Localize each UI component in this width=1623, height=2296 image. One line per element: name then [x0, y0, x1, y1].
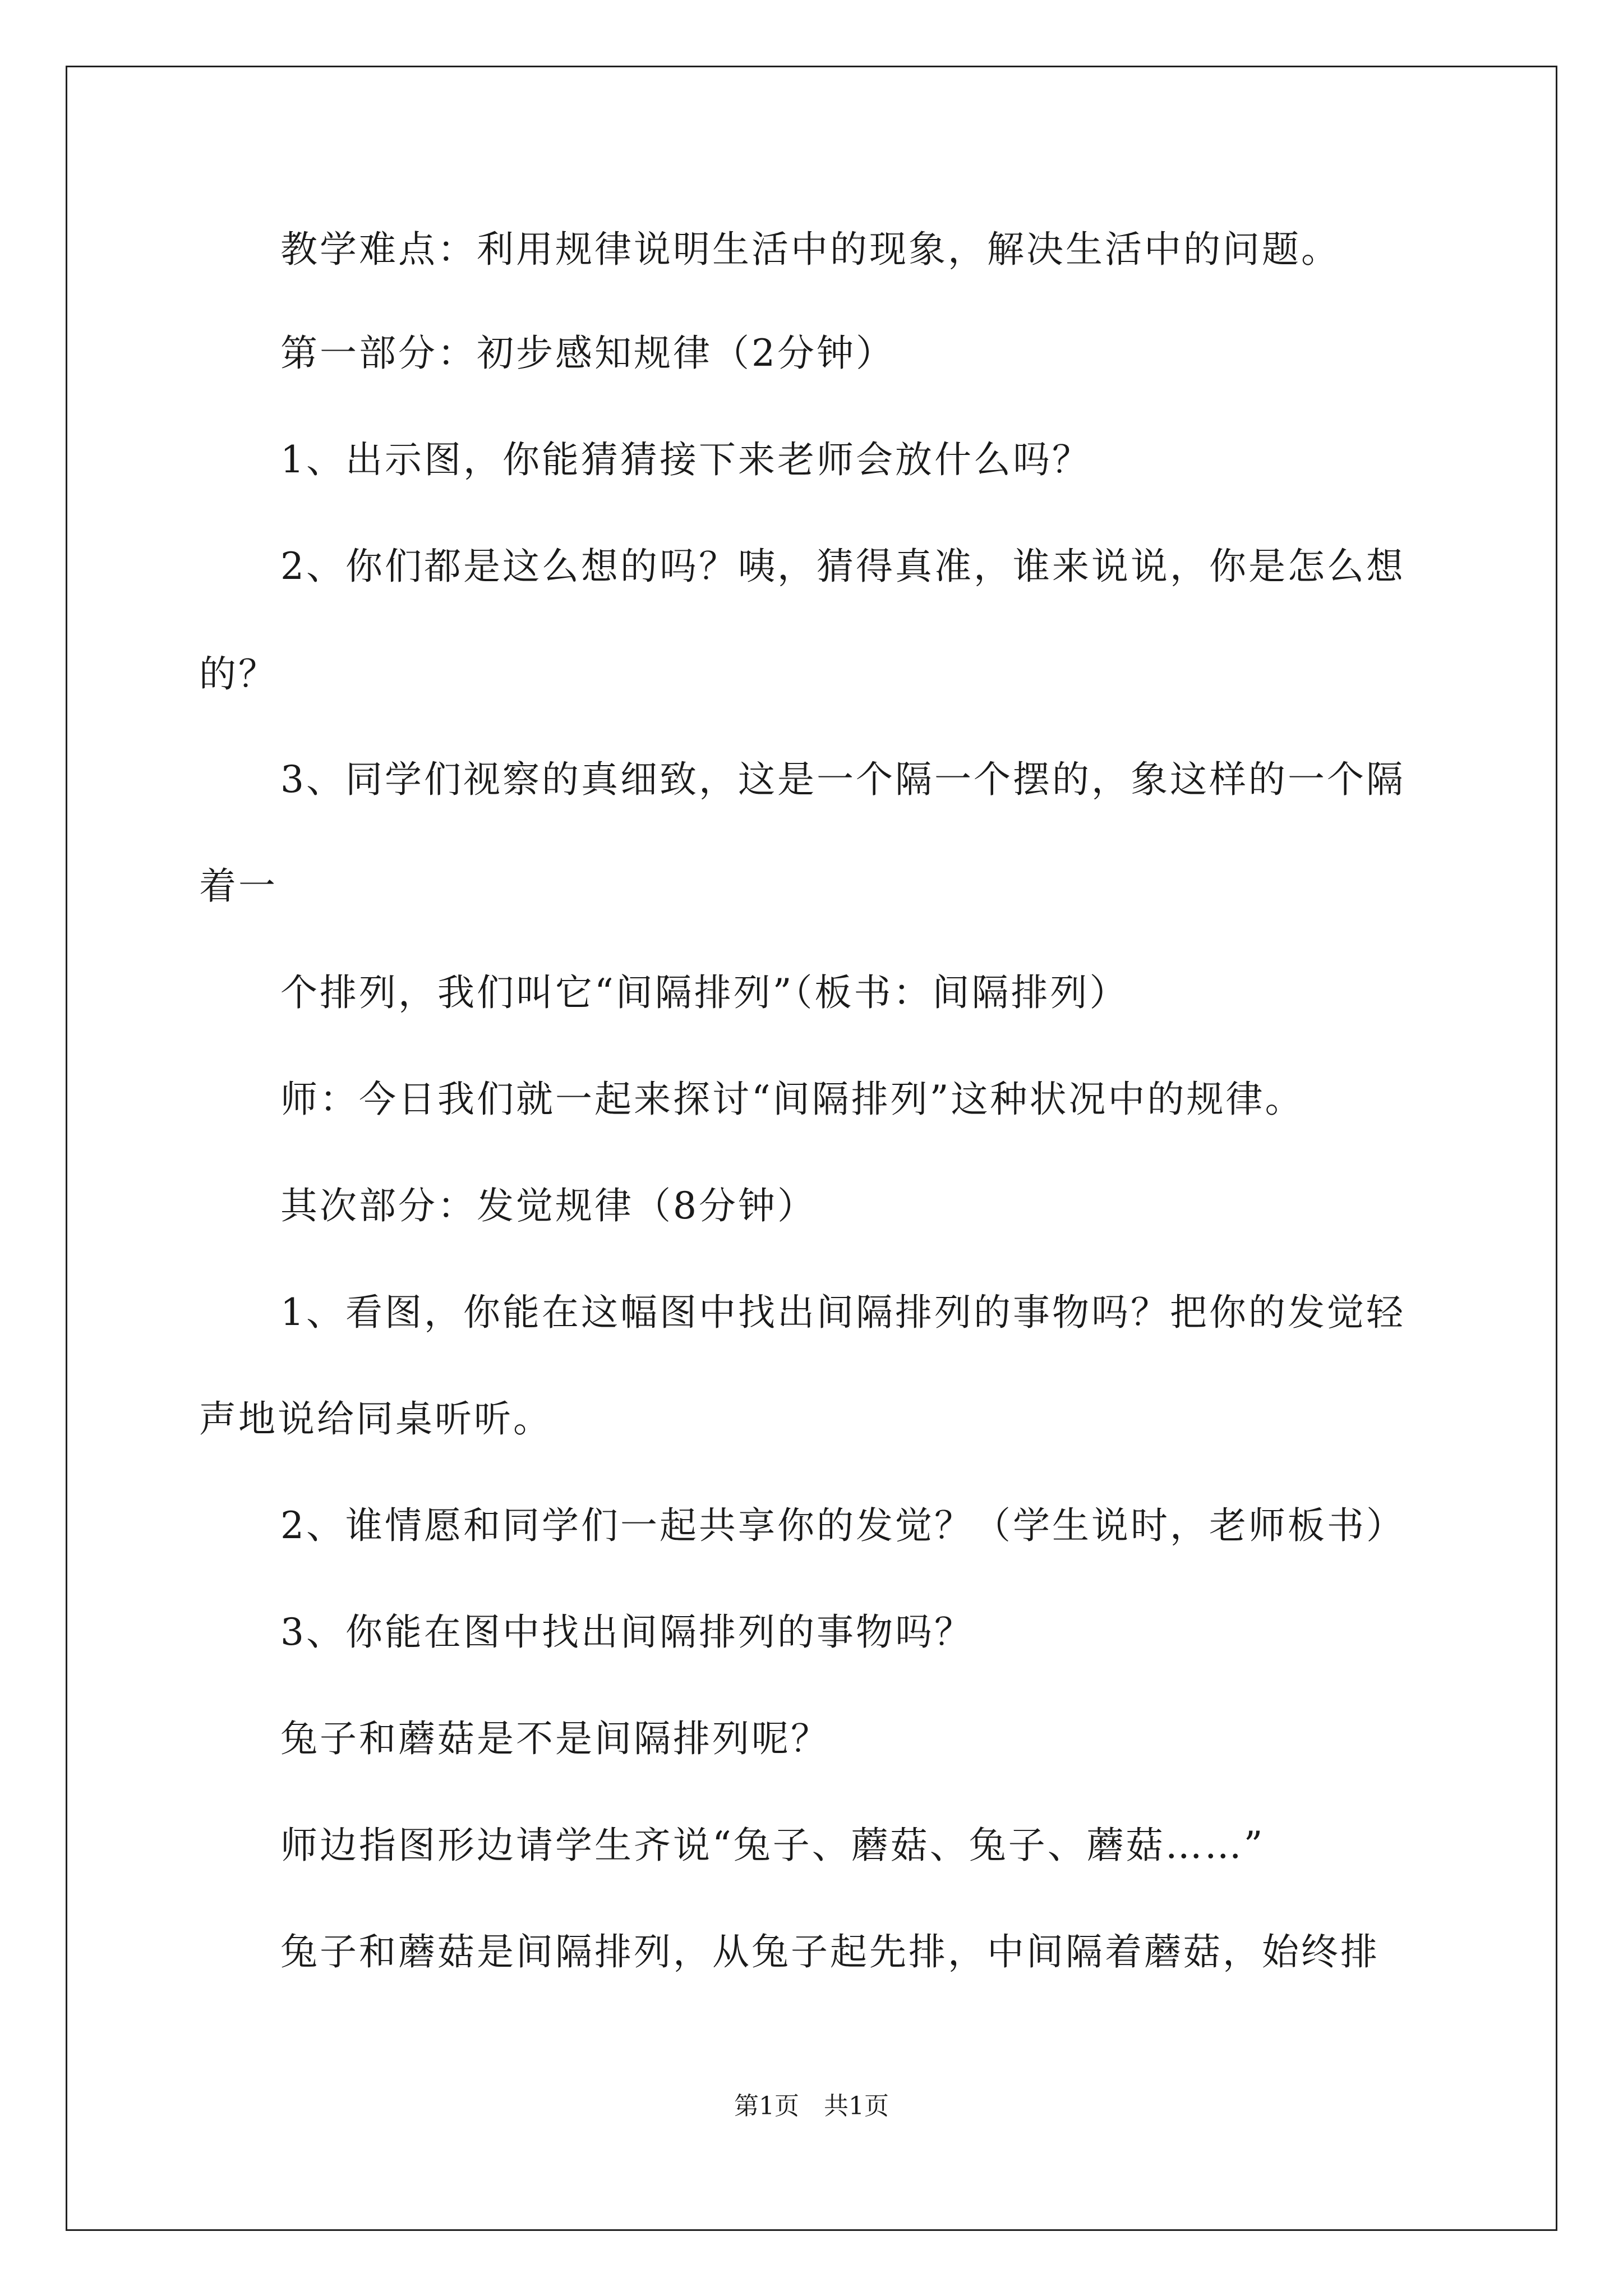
paragraph-line: 3、你能在图中找出间隔排列的事物吗？: [280, 1611, 974, 1654]
page-frame: [66, 66, 1557, 2231]
paragraph-line: 1、出示图，你能猜猜接下来老师会放什么吗？: [280, 438, 1091, 481]
paragraph-line: 师边指图形边请学生齐说“兔子、蘑菇、兔子、蘑菇……”: [280, 1824, 1265, 1867]
paragraph-line: 师：今日我们就一起来探讨“间隔排列”这种状况中的规律。: [280, 1078, 1304, 1121]
paragraph-line: 兔子和蘑菇是不是间隔排列呢？: [280, 1717, 830, 1760]
paragraph-line: 的？: [199, 652, 278, 696]
paragraph-line: 着一: [199, 864, 278, 908]
paragraph-line: 声地说给同桌听听。: [199, 1397, 552, 1441]
page-footer: 第1页 共1页: [734, 2092, 889, 2120]
paragraph-line: 教学难点：利用规律说明生活中的现象，解决生活中的问题。: [280, 228, 1340, 271]
paragraph-line: 个排列，我们叫它“间隔排列”（板书：间隔排列）: [280, 971, 1129, 1014]
paragraph-line: 其次部分：发觉规律（8分钟）: [280, 1184, 817, 1227]
paragraph-line: 2、你们都是这么想的吗？咦，猜得真准，谁来说说，你是怎么想: [280, 545, 1405, 588]
paragraph-line: 兔子和蘑菇是间隔排列，从兔子起先排，中间隔着蘑菇，始终排: [280, 1930, 1380, 1973]
paragraph-line: 1、看图，你能在这幅图中找出间隔排列的事物吗？把你的发觉轻: [280, 1291, 1405, 1334]
paragraph-line: 2、谁情愿和同学们一起共享你的发觉？（学生说时，老师板书）: [280, 1504, 1405, 1547]
paragraph-line: 3、同学们视察的真细致，这是一个隔一个摆的，象这样的一个隔: [280, 758, 1405, 801]
paragraph-line: 第一部分：初步感知规律（2分钟）: [280, 332, 895, 375]
